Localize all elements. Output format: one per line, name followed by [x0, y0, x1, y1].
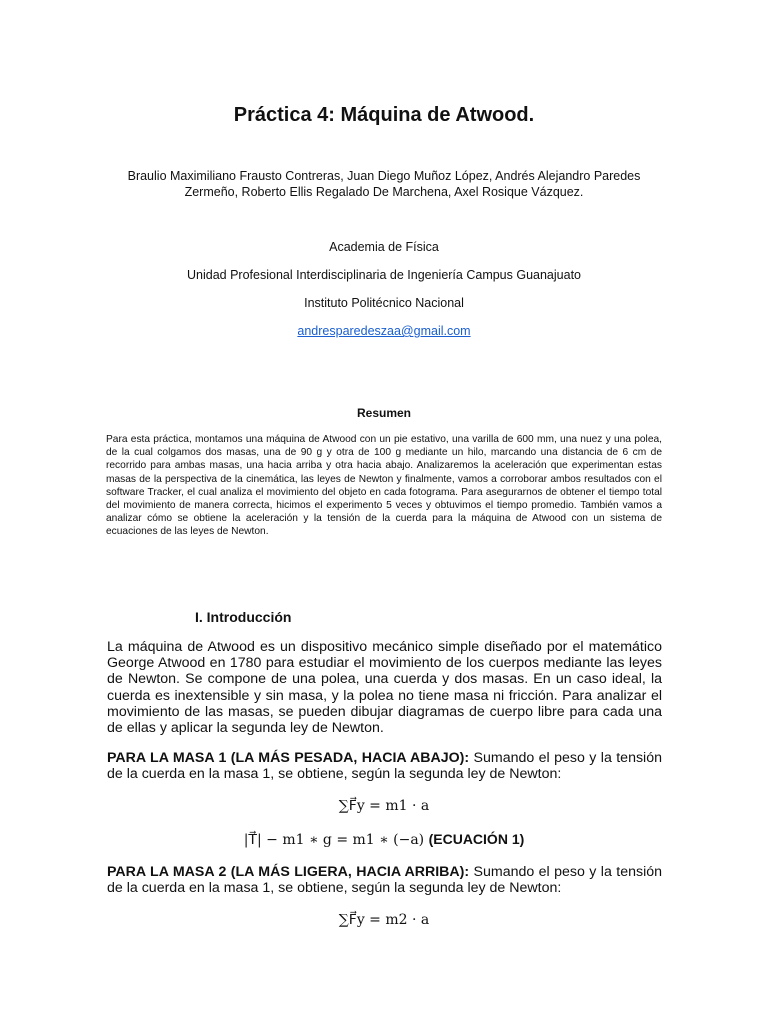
mass1-text: Sumando el peso y la tensión de la cuerda en la masa 1, se obtiene, según la segunda ley de Newton:: [107, 750, 662, 783]
introduction-paragraph: La máquina de Atwood es un dispositivo mecánico simple diseñado por el matemático George Atwood en 1780 para estudiar el movimiento de los cuerpos mediante las leyes de Newton. Se compone de una polea, una cuerda y dos masas. En un caso ideal, la cuerda es inextensible y sin masa, y la polea no tiene masa ni fricción. Para analizar el movimiento de las masas, se pueden dibujar diagramas de cuerpo libre para cada una de ellas y aplicar la segunda ley de Newton.: [107, 639, 662, 737]
academy-name: Academia de Física: [329, 240, 439, 254]
unit-name: Unidad Profesional Interdisciplinaria de Ingeniería Campus Guanajuato: [187, 268, 581, 282]
mass2-text: Sumando el peso y la tensión de la cuerda en la masa 1, se obtiene, según la segunda ley de Newton:: [107, 864, 663, 897]
equation-sum-forces-mass2: ∑F⃗y = m2 · a: [338, 912, 430, 928]
paper-title: Práctica 4: Máquina de Atwood.: [233, 104, 535, 126]
mass2-heading: PARA LA MASA 2 (LA MÁS LIGERA, HACIA ARRIBA):: [107, 864, 470, 880]
email-link[interactable]: andresparedeszaa@gmail.com: [297, 324, 471, 338]
email-line: [0, 323, 768, 339]
introduction-heading: I. Introducción: [195, 609, 292, 625]
abstract-heading: Resumen: [356, 406, 412, 420]
author-line-2: Zermeño, Roberto Ellis Regalado De Marchena, Axel Rosique Vázquez.: [184, 185, 584, 199]
author-line-1: Braulio Maximiliano Frausto Contreras, Juan Diego Muñoz López, Andrés Alejandro Paredes: [127, 169, 641, 183]
institute-name: Instituto Politécnico Nacional: [304, 296, 464, 310]
equation-1: [0, 831, 768, 848]
equation-1-tag: (ECUACIÓN 1): [428, 831, 525, 847]
mass2-paragraph: [107, 864, 662, 896]
equation-sum-forces-mass1: ∑F⃗y = m1 · a: [338, 798, 430, 814]
abstract-text: Para esta práctica, montamos una máquina de Atwood con un pie estativo, una varilla de 600 mm, una nuez y una polea, de la cual colgamos dos masas, una de 90 g y otra de 100 g mediante un hilo, marcando una distancia de 6 cm de recorrido para ambas masas, una hacia arriba y otra hacia abajo. Analizaremos la aceleración que experimentan estas masas de la perspectiva de la cinemática, las leyes de Newton y finalmente, vamos a corroborar ambos resultados con el software Tracker, el cual analiza el movimiento del objeto en cada fotograma. Para asegurarnos de obtener el tiempo total del movimiento de manera correcta, hicimos el experimento 5 veces y obtuvimos el tiempo promedio. También vamos a analizar cómo se obtiene la aceleración y la tensión de la cuerda para la máquina de Atwood con un sistema de ecuaciones de las leyes de Newton.: [106, 434, 662, 538]
mass1-paragraph: [107, 750, 662, 782]
mass1-heading: PARA LA MASA 1 (LA MÁS PESADA, HACIA ABAJO):: [107, 750, 470, 766]
author-list: [100, 168, 668, 200]
equation-1-expression: |T⃗| − m1 ∗ g = m1 ∗ (−a): [243, 832, 425, 848]
